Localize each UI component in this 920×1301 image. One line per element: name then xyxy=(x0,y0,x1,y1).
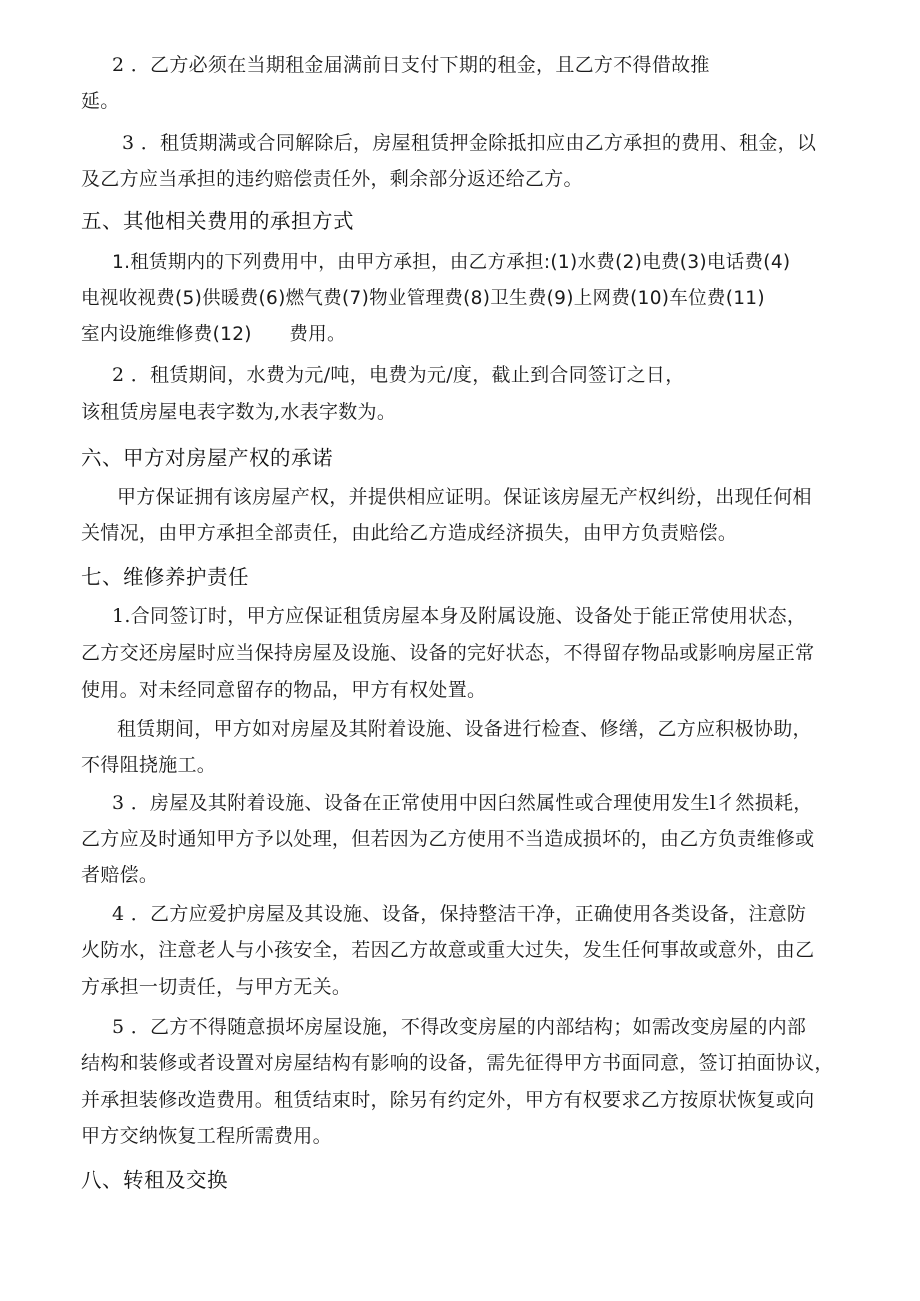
para-line: 1.租赁期内的下列费用中，由甲方承担，由乙方承担:(1)水费(2)电费(3)电话费(4) xyxy=(112,252,791,273)
para-line: 租赁期间，甲方如对房屋及其附着设施、设备进行检查、修缮，乙方应积极协助， xyxy=(117,718,812,740)
para-line: 5 ．乙方不得随意损坏房屋设施，不得改变房屋的内部结构；如需改变房屋的内部 xyxy=(112,1016,807,1038)
para-line: 3 ．房屋及其附着设施、设备在正常使用中因臼然属性或合理使用发生l彳然损耗， xyxy=(112,792,813,814)
section-heading: 五、其他相关费用的承担方式 xyxy=(81,209,354,233)
para-line: 并承担装修改造费用。租赁结束时，除另有约定外，甲方有权要求乙方按原状恢复或向 xyxy=(81,1089,815,1111)
para-line: 3 ．租赁期满或合同解除后，房屋租赁押金除抵扣应由乙方承担的费用、租金，以 xyxy=(122,132,817,154)
para-line: 关情况，由甲方承担全部责任，由此给乙方造成经济损失，由甲方负责赔偿。 xyxy=(81,522,738,544)
para-line: 方承担一切责任，与甲方无关。 xyxy=(81,976,352,998)
para-line: 甲方交纳恢复工程所需费用。 xyxy=(81,1125,332,1147)
para-line: 电视收视费(5)供暖费(6)燃气费(7)物业管理费(8)卫生费(9)上网费(10)车位费(11) xyxy=(81,288,765,309)
para-line: 者赔偿。 xyxy=(81,864,159,886)
section-heading: 七、维修养护责任 xyxy=(81,565,249,589)
section-heading: 八、转租及交换 xyxy=(81,1168,228,1192)
para-line: 及乙方应当承担的违约赔偿责任外，剩余部分返还给乙方。 xyxy=(81,168,583,190)
para-line: 1.合同签订时，甲方应保证租赁房屋本身及附属设施、设备处于能正常使用状态， xyxy=(112,605,807,627)
para-line: 火防水，注意老人与小孩安全，若因乙方故意或重大过失，发生任何事故或意外，由乙 xyxy=(81,939,815,961)
para-line: 2 ．乙方必须在当期租金届满前日支付下期的租金，且乙方不得借故推 xyxy=(112,54,710,76)
para-line: 乙方交还房屋时应当保持房屋及设施、设备的完好状态，不得留存物品或影响房屋正常 xyxy=(81,642,815,664)
para-line: 不得阻挠施工。 xyxy=(81,754,217,776)
para-line: 该租赁房屋电表字数为,水表字数为。 xyxy=(81,401,397,423)
para-line: 结构和装修或者设置对房屋结构有影响的设备，需先征得甲方书面同意，签订拍面协议， xyxy=(81,1052,834,1074)
section-heading: 六、甲方对房屋产权的承诺 xyxy=(81,446,333,470)
para-line: 乙方应及时通知甲方予以处理，但若因为乙方使用不当造成损坏的，由乙方负责维修或 xyxy=(81,828,815,850)
para-line: 室内设施维修费(12) 费用。 xyxy=(81,324,346,345)
para-line: 4 ．乙方应爱护房屋及其设施、设备，保持整洁干净，正确使用各类设备，注意防 xyxy=(112,903,807,925)
para-line: 2 ．租赁期间，水费为元/吨，电费为元/度，截止到合同签订之日， xyxy=(112,364,685,386)
para-line: 延。 xyxy=(81,90,120,112)
para-line: 甲方保证拥有该房屋产权，并提供相应证明。保证该房屋无产权纠纷，出现任何相 xyxy=(117,486,812,508)
para-line: 使用。对未经同意留存的物品，甲方有权处置。 xyxy=(81,679,487,701)
